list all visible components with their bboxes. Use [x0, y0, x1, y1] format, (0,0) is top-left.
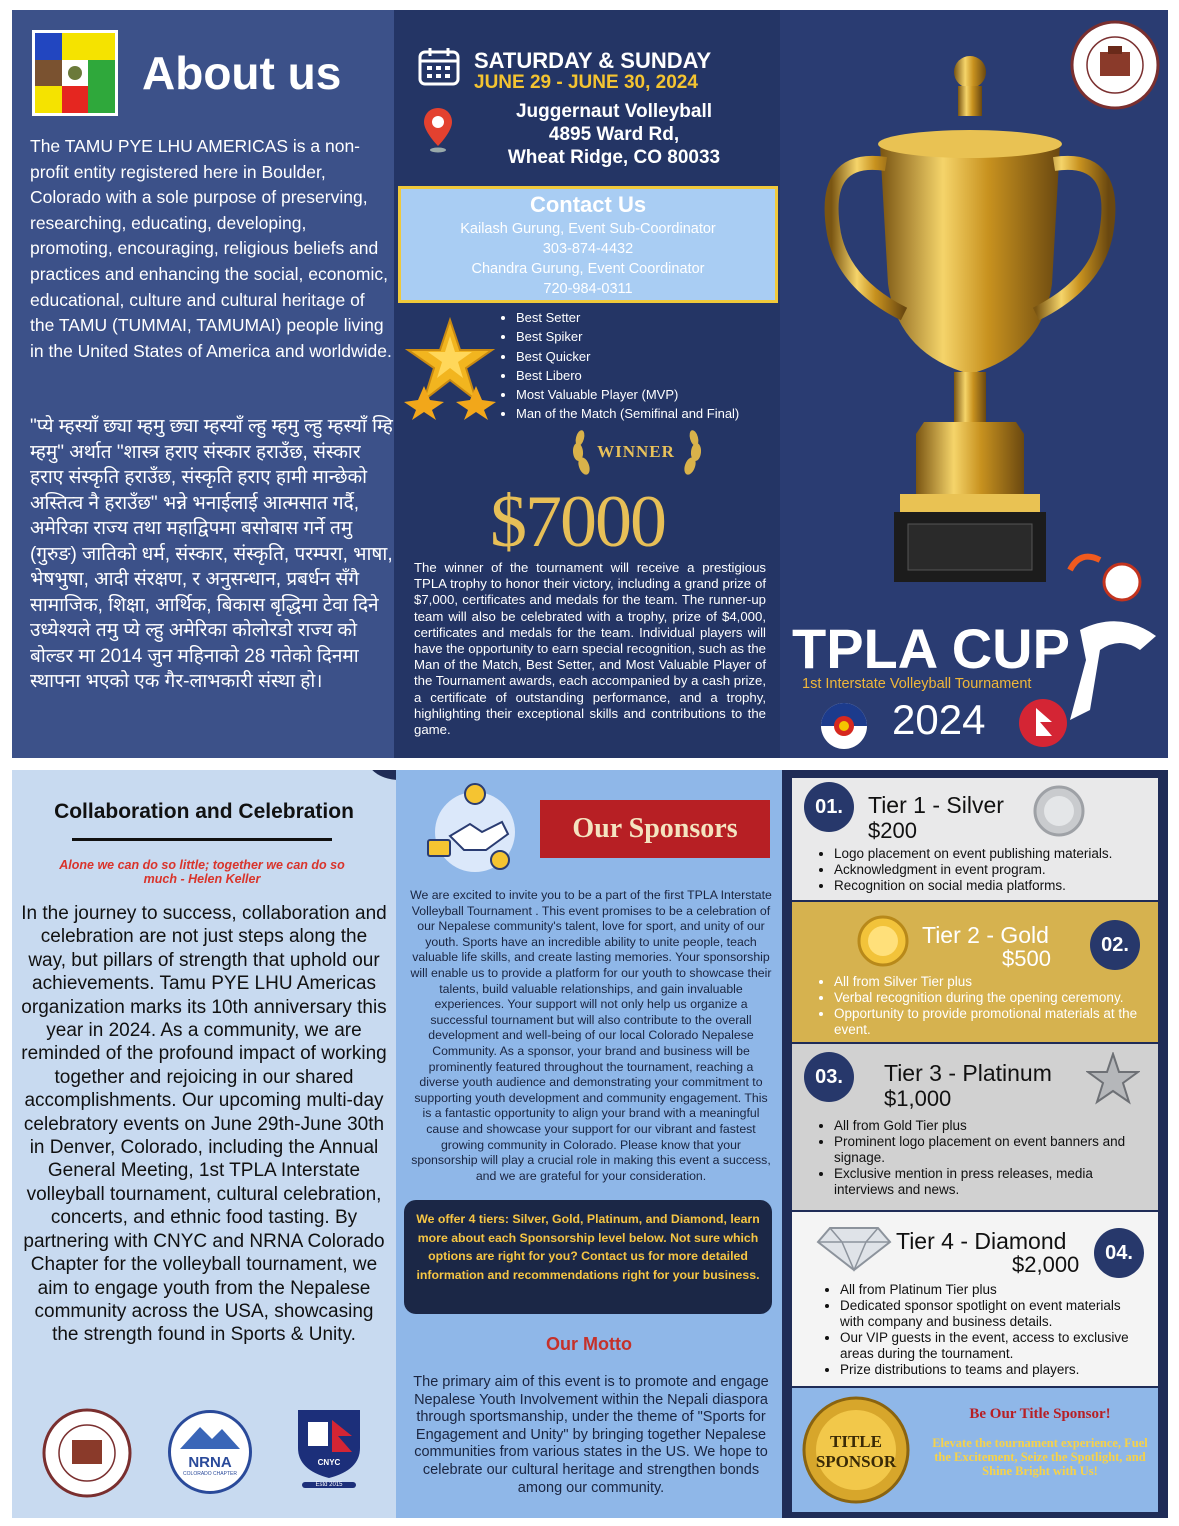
event-days: SATURDAY & SUNDAY	[474, 48, 712, 73]
benefit-item: • Recognition on social media platforms.	[834, 878, 1156, 894]
gold-stars-icon	[404, 316, 496, 420]
contact-box	[398, 186, 778, 303]
benefit-item: • Opportunity to provide promotional materials at the event.	[834, 1006, 1156, 1038]
benefit-item: • Verbal recognition during the opening ceremony.	[834, 990, 1156, 1006]
handshake-business-icon	[420, 780, 530, 876]
award-item: • Best Spiker	[516, 327, 739, 346]
tiers-panel	[782, 770, 1168, 1518]
badge-line-2: SPONSOR	[815, 1452, 897, 1471]
awards-list	[502, 308, 739, 424]
tier-number: 04.	[1094, 1228, 1144, 1278]
prize-description: The winner of the tournament will receive a prestigious TPLA trophy to honor their victory, including a grand prize of $7,000, certificates and medals for the team. The runner-up team will also be celebrated with a trophy, prize of $4,000, certificates and medals for the team. Individual players will have the opportunity to earn special recognition, such as the Man of the Match, Best Setter, and Most Valuable Player of the Tournament awards, each accompanied by a cash prize, a certificate of outstanding performance, and a trophy, highlighting their exceptional skills and contributions to the game.	[414, 560, 766, 738]
tier-2-gold	[792, 902, 1158, 1042]
tier-1-silver	[792, 778, 1158, 900]
calendar-icon	[418, 46, 460, 86]
location-pin-icon	[422, 106, 454, 154]
benefit-item: • Prize distributions to teams and players.	[840, 1362, 1138, 1378]
nrna-text: NRNA	[188, 1454, 232, 1471]
title-sponsor-badge-text	[800, 1432, 912, 1472]
about-title: About us	[142, 47, 342, 99]
about-nepali-text: "प्ये म्हस्याँ छ्या म्हमु छ्या म्हस्याँ ल्हु म्हमु ल्हु म्हस्याँ म्हि म्हमु" अर्थात "शास्त्र हराए संस्कार हराउँछ, संस्कार हराए संस्कृति हराउँछ, संस्कृति हराए हामी मान्छेको अस्तित्व नै हराउँछ" भन्ने भनाईलाई आत्मसात गर्दै, अमेरिका राज्य तथा महाद्विपमा बसोबास गर्ने तमु (गुरुङ) जातिको धर्म, संस्कार, संस्कृति, परम्परा, भाषा, भेषभुषा, आदी संरक्षण, र अनुसन्धान, प्रबर्धन सँगै सामाजिक, शिक्षा, आर्थिक, बिकास बृद्धिमा टेवा दिने उध्येश्यले तमु प्ये ल्हु अमेरिका कोलोरडो राज्य को बोल्डर मा 2014 जुन महिनाको 28 गतेको दिनमा स्थापना भएको एक गैर-लाभकारी संस्था हो।	[30, 416, 393, 692]
contact-person-2: Chandra Gurung, Event Coordinator	[471, 261, 705, 277]
silver-medal-icon	[1032, 784, 1086, 838]
tier-benefits	[822, 1282, 1138, 1378]
motto-text: The primary aim of this event is to promote and engage Nepalese Youth Involvement within the Nepali diaspora through sportsmanship, under the theme of "Sports for Engagement and Unity" by bringing together Nepalese communities from various states in the US. We hope to celebrate our cultural heritage and strengthen bonds among our community.	[413, 1374, 769, 1496]
benefit-item: • Exclusive mention in press releases, media interviews and news.	[834, 1166, 1156, 1198]
contact-phone-1: 303-874-4432	[542, 241, 634, 257]
contact-phone-2: 720-984-0311	[543, 281, 633, 297]
benefit-item: • Logo placement on event publishing materials.	[834, 846, 1156, 862]
tier-name: Tier 2 - Gold	[922, 922, 1049, 948]
collab-divider	[72, 838, 332, 841]
tier-benefits	[816, 846, 1156, 894]
sponsors-panel	[396, 770, 782, 1518]
nepal-flag-icon	[1018, 698, 1068, 748]
corner-ornament	[368, 770, 396, 780]
cnyc-text: CNYC	[317, 1458, 341, 1467]
tier-price: $2,000	[1012, 1252, 1080, 1277]
benefit-item: • All from Silver Tier plus	[834, 974, 1156, 990]
sponsors-title: Our Sponsors	[540, 800, 770, 858]
platinum-star-icon	[1086, 1052, 1140, 1106]
gold-medal-icon	[856, 914, 910, 968]
venue-name: Juggernaut Volleyball	[515, 101, 713, 122]
badge-line-1: TITLE	[830, 1432, 882, 1451]
cnyc-logo	[296, 1408, 362, 1498]
tier-price: $1,000	[884, 1086, 952, 1111]
about-text: The TAMU PYE LHU AMERICAS is a non-profit entity registered here in Boulder, Colorado with a sole purpose of preserving, researching, educating, developing, promoting, encouraging, religious beliefs and practices and enhancing the social, economic, educational, culture and cultural heritage of the TAMU (TUMMAI, TAMUMAI) people living in the United States of America and worldwide.	[30, 136, 392, 361]
winner-label: WINNER	[597, 442, 675, 461]
volleyball-player-icon	[1060, 540, 1164, 740]
cup-panel	[780, 10, 1168, 758]
tier-number: 03.	[804, 1052, 854, 1102]
trophy-image	[820, 34, 1120, 614]
benefit-item: • All from Platinum Tier plus	[840, 1282, 1138, 1298]
prize-amount: $7000	[490, 481, 665, 563]
title-sponsor-heading: Be Our Title Sponsor!	[969, 1406, 1111, 1422]
colorado-flag-icon	[820, 702, 868, 750]
collab-title: Collaboration and Celebration	[54, 800, 354, 823]
venue-street: 4895 Ward Rd,	[548, 124, 680, 145]
cnyc-estd: Estd 2015	[302, 1482, 356, 1488]
event-panel	[394, 10, 780, 758]
benefit-item: • Dedicated sponsor spotlight on event materials with company and business details.	[840, 1298, 1138, 1330]
tier-name: Tier 4 - Diamond	[896, 1228, 1067, 1254]
benefit-item: • Prominent logo placement on event banners and signage.	[834, 1134, 1156, 1166]
benefit-item: • Acknowledgment in event program.	[834, 862, 1156, 878]
title-sponsor-box	[792, 1388, 1158, 1512]
cup-year: 2024	[892, 696, 986, 743]
benefit-item: • Our VIP guests in the event, access to exclusive areas during the tournament.	[840, 1330, 1138, 1362]
tier-3-platinum	[792, 1044, 1158, 1210]
about-panel	[12, 10, 394, 758]
award-item: • Best Quicker	[516, 347, 739, 366]
venue-city: Wheat Ridge, CO 80033	[507, 147, 721, 168]
event-dates: JUNE 29 - JUNE 30, 2024	[474, 72, 698, 93]
award-item: • Best Setter	[516, 308, 739, 327]
tier-benefits	[816, 974, 1156, 1038]
tamu-flag-logo	[32, 30, 118, 116]
title-sponsor-text: Elevate the tournament experience, Fuel the Excitement, Seize the Spotlight, and Shine Bright with Us!	[932, 1436, 1148, 1478]
tier-4-diamond	[792, 1212, 1158, 1386]
award-item: • Best Libero	[516, 366, 739, 385]
cup-title: TPLA CUP	[792, 617, 1070, 680]
contact-person-1: Kailash Gurung, Event Sub-Coordinator	[460, 221, 716, 237]
tier-price: $500	[1002, 946, 1051, 971]
award-item: • Man of the Match (Semifinal and Final)	[516, 404, 739, 423]
venue-address	[464, 100, 764, 169]
sponsors-text: We are excited to invite you to be a part of the first TPLA Interstate Volleyball Tournament . This event promises to be a celebration of our Nepalese community's talent, love for sport, and unity of our youth. Sports have an incredible ability to unite people, teach valuable life skills, and create lasting memories. Your sponsorship will enable us to provide a platform for our youth to showcase their talents, build valuable relationships, and gain invaluable experiences. Your support will not only help us organize a successful tournament but will also contribute to the overall development and well-being of our local Colorado Nepalese Community. As a sponsor, your brand and business will be prominently featured throughout the tournament, reaching a diverse youth audience and demonstrating your commitment to supporting youth development and community engagement. This is a fantastic opportunity to align your brand with a meaningful cause and showcase your support for our vibrant and fastest growing community in Colorado. Please know that your sponsorship will play a crucial role in making this event a success, and we are grateful for your consideration.	[410, 888, 772, 1183]
tier-number: 01.	[804, 782, 854, 832]
tiers-summary-box: We offer 4 tiers: Silver, Gold, Platinum, and Diamond, learn more about each Sponsorship level below. Not sure which options are right for you? Contact us for more detailed information and recommendations right for your business.	[404, 1200, 772, 1314]
mountain-icon	[180, 1423, 240, 1449]
collab-text: In the journey to success, collaboration and celebration are not just steps along the way, but pillars of strength that uphold our achievements. Tamu PYE LHU Americas organization marks its 10th anniversary this year in 2024. As a community, we are reminded of the profound impact of working together and rejoicing in our shared accomplishments. Our upcoming multi-day celebratory events on June 29th-June 30th in Denver, Colorado, including the Annual General Meeting, 1st TPLA Interstate volleyball tournament, cultural celebration, concerts, and ethnic food tasting. By partnering with CNYC and NRNA Colorado Chapter for the volleyball tournament, we aim to engage youth from the Nepalese community across the USA, showcasing the strength found in Sports & Unity.	[21, 903, 387, 1346]
cup-subtitle: 1st Interstate Volleyball Tournament	[802, 676, 1032, 692]
contact-title: Contact Us	[529, 192, 647, 217]
cnyc-shield-icon	[296, 1408, 362, 1478]
award-item: • Most Valuable Player (MVP)	[516, 385, 739, 404]
diamond-icon	[816, 1222, 892, 1272]
benefit-item: • All from Gold Tier plus	[834, 1118, 1156, 1134]
tier-name: Tier 3 - Platinum	[884, 1060, 1052, 1086]
motto-title: Our Motto	[546, 1334, 632, 1354]
collaboration-panel	[12, 770, 396, 1518]
tier-benefits	[816, 1118, 1156, 1198]
nrna-logo	[168, 1410, 252, 1494]
tier-price: $200	[868, 818, 917, 843]
tier-name: Tier 1 - Silver	[868, 792, 1004, 818]
tier-number: 02.	[1090, 920, 1140, 970]
collab-quote: Alone we can do so little; together we can do so much - Helen Keller	[59, 858, 345, 886]
tamu-partner-logo	[42, 1408, 132, 1498]
nrna-sub: COLORADO CHAPTER	[183, 1471, 237, 1477]
